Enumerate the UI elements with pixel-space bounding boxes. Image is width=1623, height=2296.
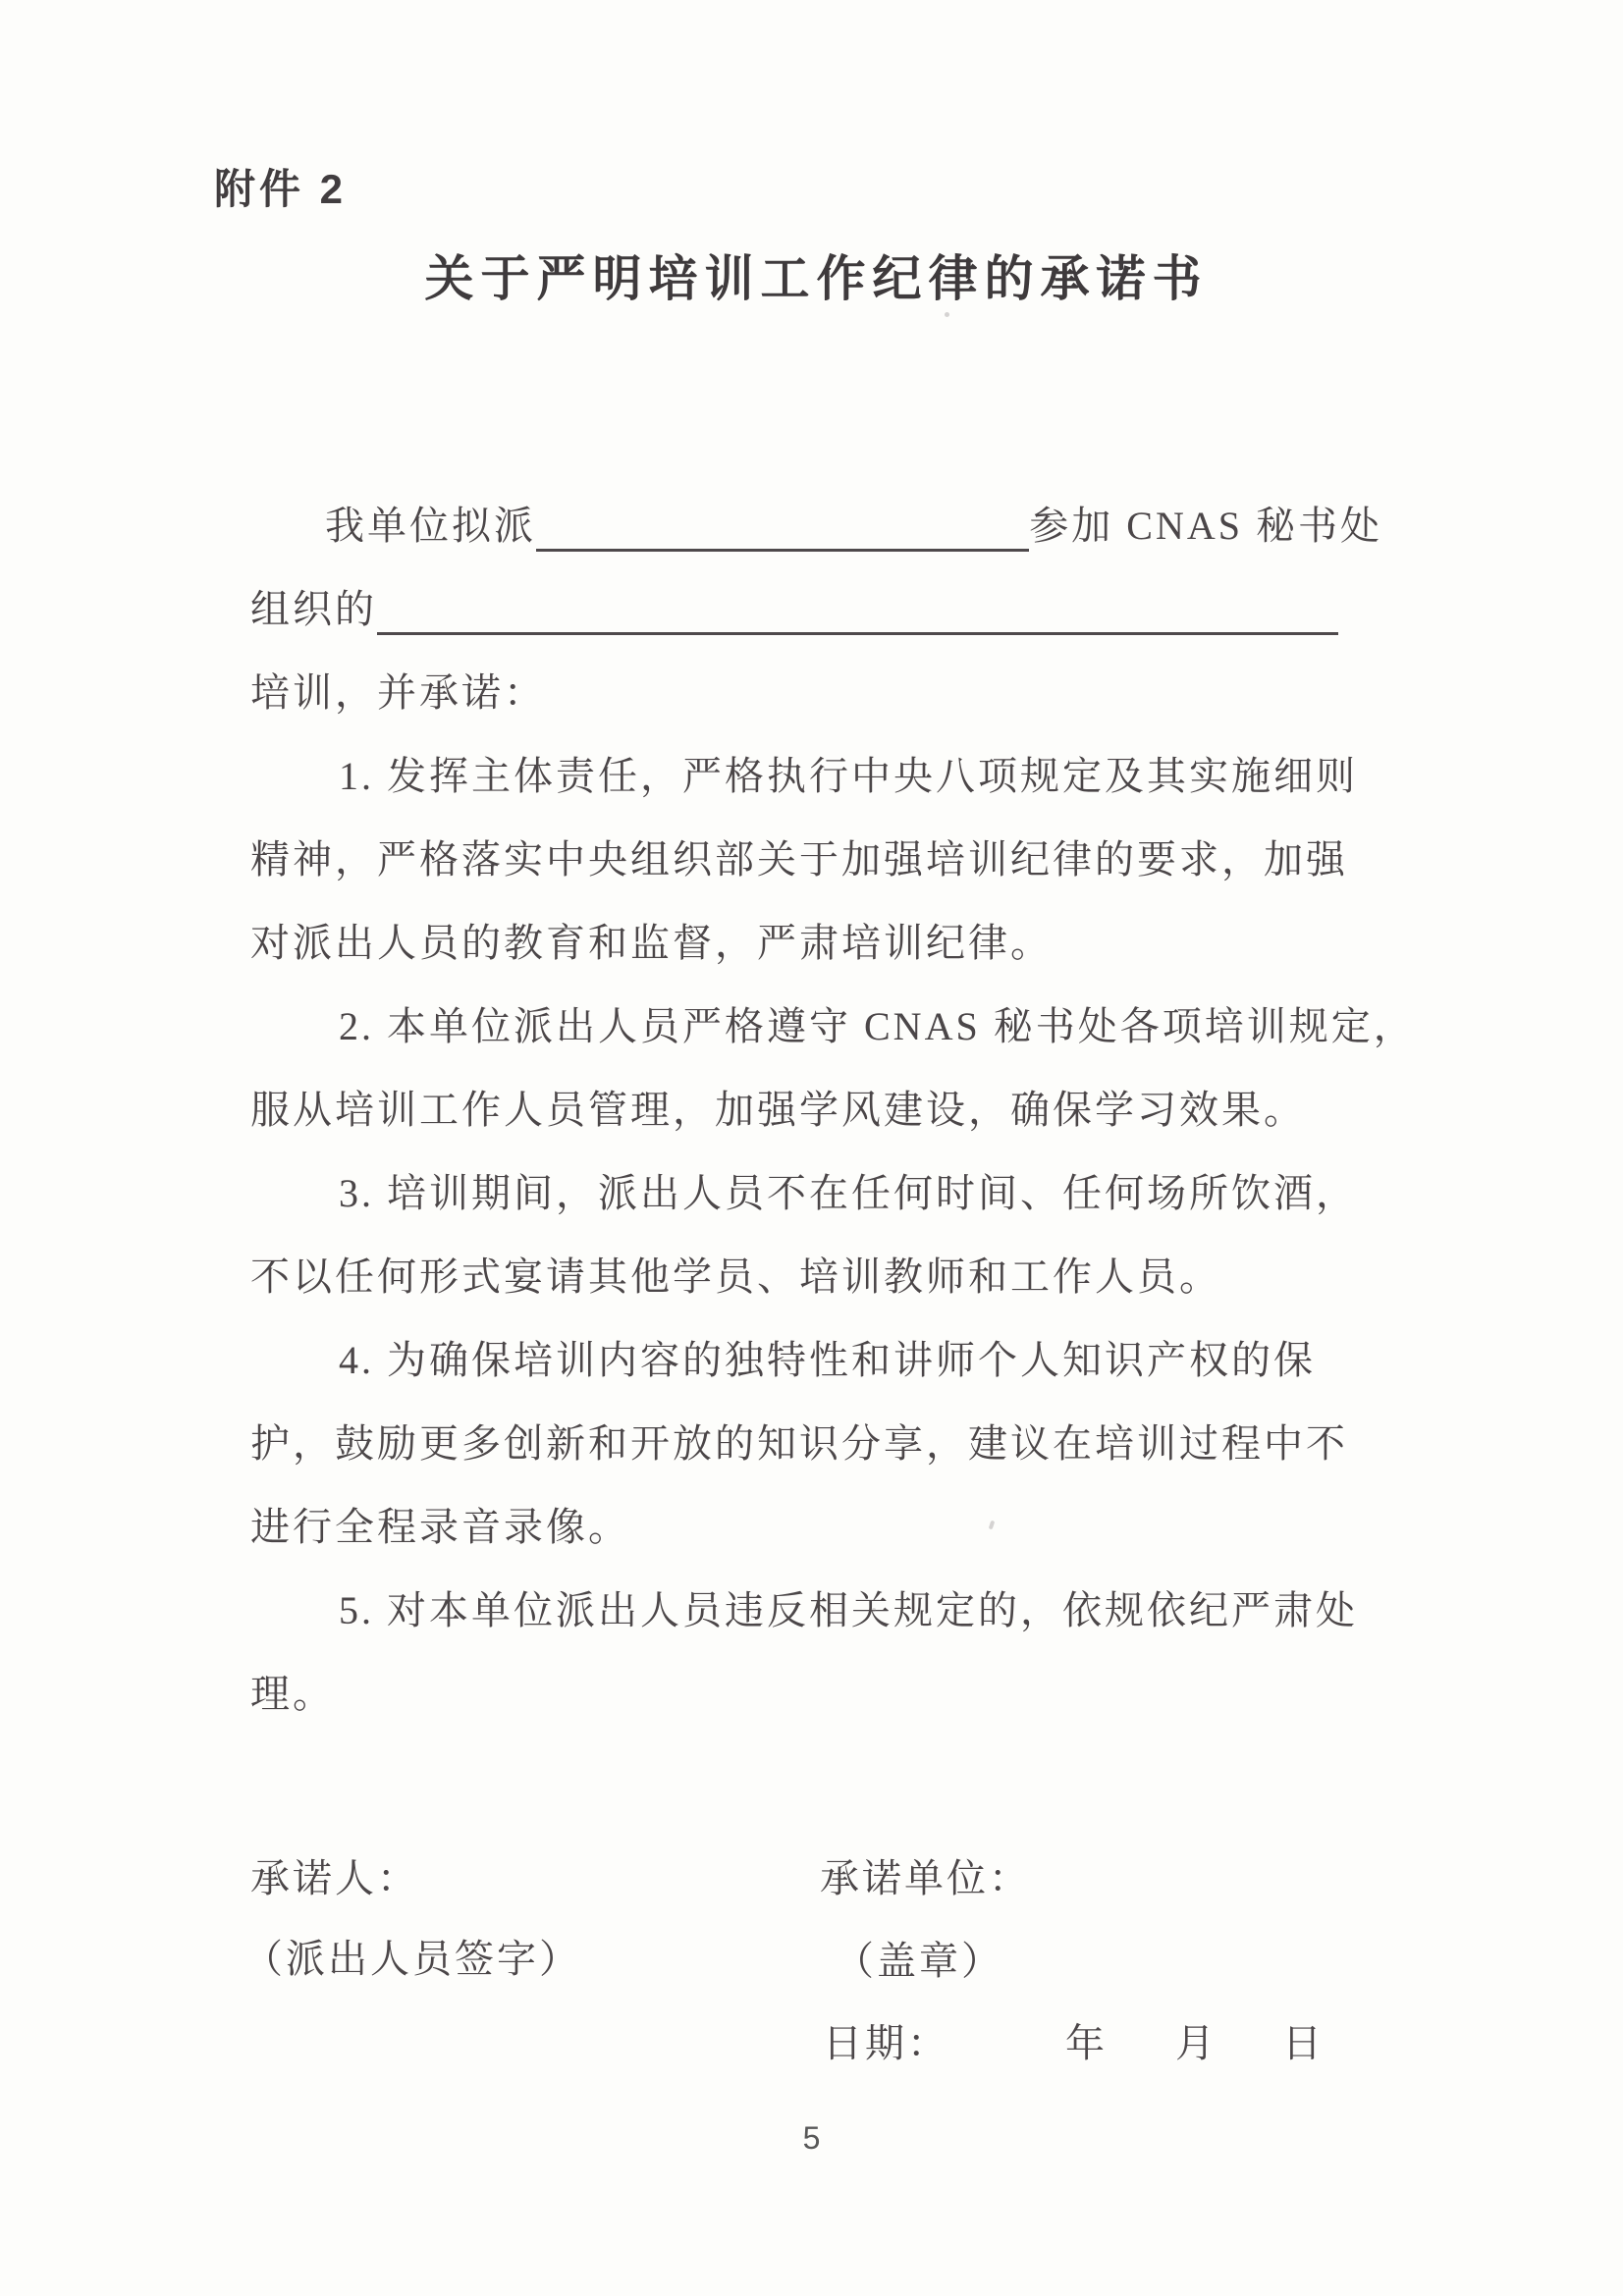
scan-speck bbox=[945, 312, 949, 317]
body-line: 1. 发挥主体责任，严格执行中央八项规定及其实施细则 bbox=[339, 754, 1358, 798]
fill-blank-training-name bbox=[377, 582, 1338, 635]
year-label: 年 bbox=[1065, 2021, 1108, 2065]
unit-note: （盖章） bbox=[835, 1939, 1003, 1983]
unit-label: 承诺单位： bbox=[820, 1856, 1031, 1900]
body-line: 5. 对本单位派出人员违反相关规定的，依规依纪严肃处 bbox=[339, 1588, 1358, 1632]
body-line: 3. 培训期间，派出人员不在任何时间、任何场所饮酒， bbox=[339, 1171, 1358, 1215]
promiser-label: 承诺人： bbox=[250, 1856, 419, 1900]
body-line: 进行全程录音录像。 bbox=[250, 1505, 630, 1549]
fill-blank-personnel bbox=[536, 499, 1029, 552]
day-label: 日 bbox=[1282, 2021, 1325, 2065]
scan-speck bbox=[872, 1608, 876, 1612]
attachment-label: 附件 2 bbox=[214, 166, 348, 212]
body-line: 不以任何形式宴请其他学员、培训教师和工作人员。 bbox=[250, 1255, 1221, 1299]
body-line: 对派出人员的教育和监督，严肃培训纪律。 bbox=[250, 921, 1053, 965]
document-title: 关于严明培训工作纪律的承诺书 bbox=[424, 251, 1209, 306]
body-line: 精神，严格落实中央组织部关于加强培训纪律的要求，加强 bbox=[250, 837, 1348, 881]
body-line: 4. 为确保培训内容的独特性和讲师个人知识产权的保 bbox=[339, 1338, 1316, 1382]
body-line: 理。 bbox=[250, 1672, 335, 1716]
intro-line-2 bbox=[250, 582, 1338, 635]
intro-line-1-pre: 我单位拟派 bbox=[325, 504, 536, 548]
body-line: 2. 本单位派出人员严格遵守 CNAS 秘书处各项培训规定， bbox=[339, 1004, 1416, 1048]
body-line: 服从培训工作人员管理，加强学风建设，确保学习效果。 bbox=[250, 1088, 1306, 1132]
page-number: 5 bbox=[802, 2120, 821, 2156]
body-line: 护，鼓励更多创新和开放的知识分享，建议在培训过程中不 bbox=[250, 1421, 1348, 1466]
promiser-note: （派出人员签字） bbox=[243, 1937, 581, 1981]
intro-line-3: 培训，并承诺： bbox=[250, 670, 546, 715]
month-label: 月 bbox=[1175, 2021, 1217, 2065]
intro-line-2-pre: 组织的 bbox=[250, 587, 377, 631]
intro-line-1-post: 参加 CNAS 秘书处 bbox=[1029, 504, 1382, 548]
date-label: 日期： bbox=[823, 2021, 949, 2065]
intro-line-1 bbox=[250, 499, 1382, 552]
